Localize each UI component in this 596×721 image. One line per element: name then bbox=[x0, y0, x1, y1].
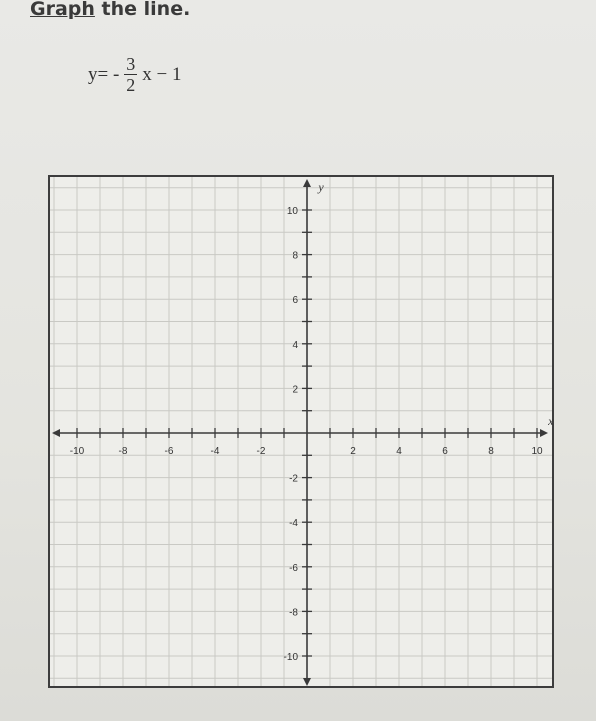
x-tick-label: -10 bbox=[69, 446, 85, 457]
graph-frame bbox=[49, 176, 553, 687]
y-axis-label: y bbox=[318, 180, 324, 194]
title-underlined: Graph bbox=[30, 0, 95, 20]
fraction-numerator: 3 bbox=[126, 54, 136, 74]
equation-rhs: x − 1 bbox=[142, 63, 182, 85]
fraction-denominator: 2 bbox=[126, 75, 136, 95]
x-tick-label: -4 bbox=[210, 446, 220, 457]
y-tick-label: -6 bbox=[289, 562, 298, 574]
x-tick-label: 8 bbox=[488, 446, 494, 457]
y-tick-label: -8 bbox=[289, 607, 298, 619]
y-tick-label: 8 bbox=[292, 250, 298, 262]
y-tick-label: 2 bbox=[292, 384, 298, 396]
title-rest: the line. bbox=[94, 0, 191, 20]
x-axis-label: x bbox=[548, 414, 554, 428]
equation-lhs: y= - bbox=[88, 63, 120, 85]
y-tick-label: -2 bbox=[289, 473, 298, 485]
y-tick-label: 4 bbox=[292, 339, 298, 351]
x-tick-label: 2 bbox=[350, 446, 356, 457]
y-tick-label: 10 bbox=[286, 206, 298, 217]
x-tick-label: 10 bbox=[531, 446, 543, 457]
y-tick-label: -4 bbox=[289, 518, 298, 530]
x-tick-label: -8 bbox=[118, 446, 128, 457]
y-tick-label: -10 bbox=[283, 652, 298, 663]
x-tick-label: -6 bbox=[164, 446, 174, 457]
x-tick-label: 6 bbox=[442, 446, 448, 457]
y-tick-label: 6 bbox=[292, 295, 298, 307]
x-tick-label: -2 bbox=[256, 446, 266, 457]
x-tick-label: 4 bbox=[396, 446, 402, 457]
